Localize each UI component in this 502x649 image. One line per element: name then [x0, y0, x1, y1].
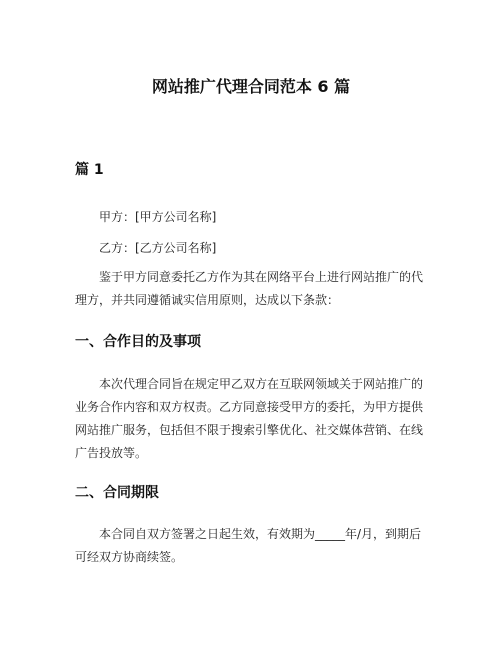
section-body-purpose: 本次代理合同旨在规定甲乙双方在互联网领域关于网站推广的业务合作内容和双方权责。乙方同意接受甲方的委托，为甲方提供网站推广服务，包括但不限于搜索引擎优化、社交媒体营销、在线广告投放等。 — [75, 377, 424, 460]
part-heading: 篇 1 — [75, 162, 104, 178]
party-a-line: 甲方：[甲方公司名称] — [99, 210, 217, 224]
intro-paragraph: 鉴于甲方同意委托乙方作为其在网络平台上进行网站推广的代理方，并共同遵循诚实信用原则，达成以下条款： — [75, 270, 424, 307]
section-heading-purpose: 一、合作目的及事项 — [75, 334, 201, 350]
section-body-term: 本合同自双方签署之日起生效，有效期为_____年/月，到期后可经双方协商续签。 — [75, 527, 422, 564]
section-heading-term: 二、合同期限 — [75, 485, 159, 501]
party-b-line: 乙方：[乙方公司名称] — [99, 241, 217, 255]
document-title: 网站推广代理合同范本 6 篇 — [151, 77, 351, 96]
